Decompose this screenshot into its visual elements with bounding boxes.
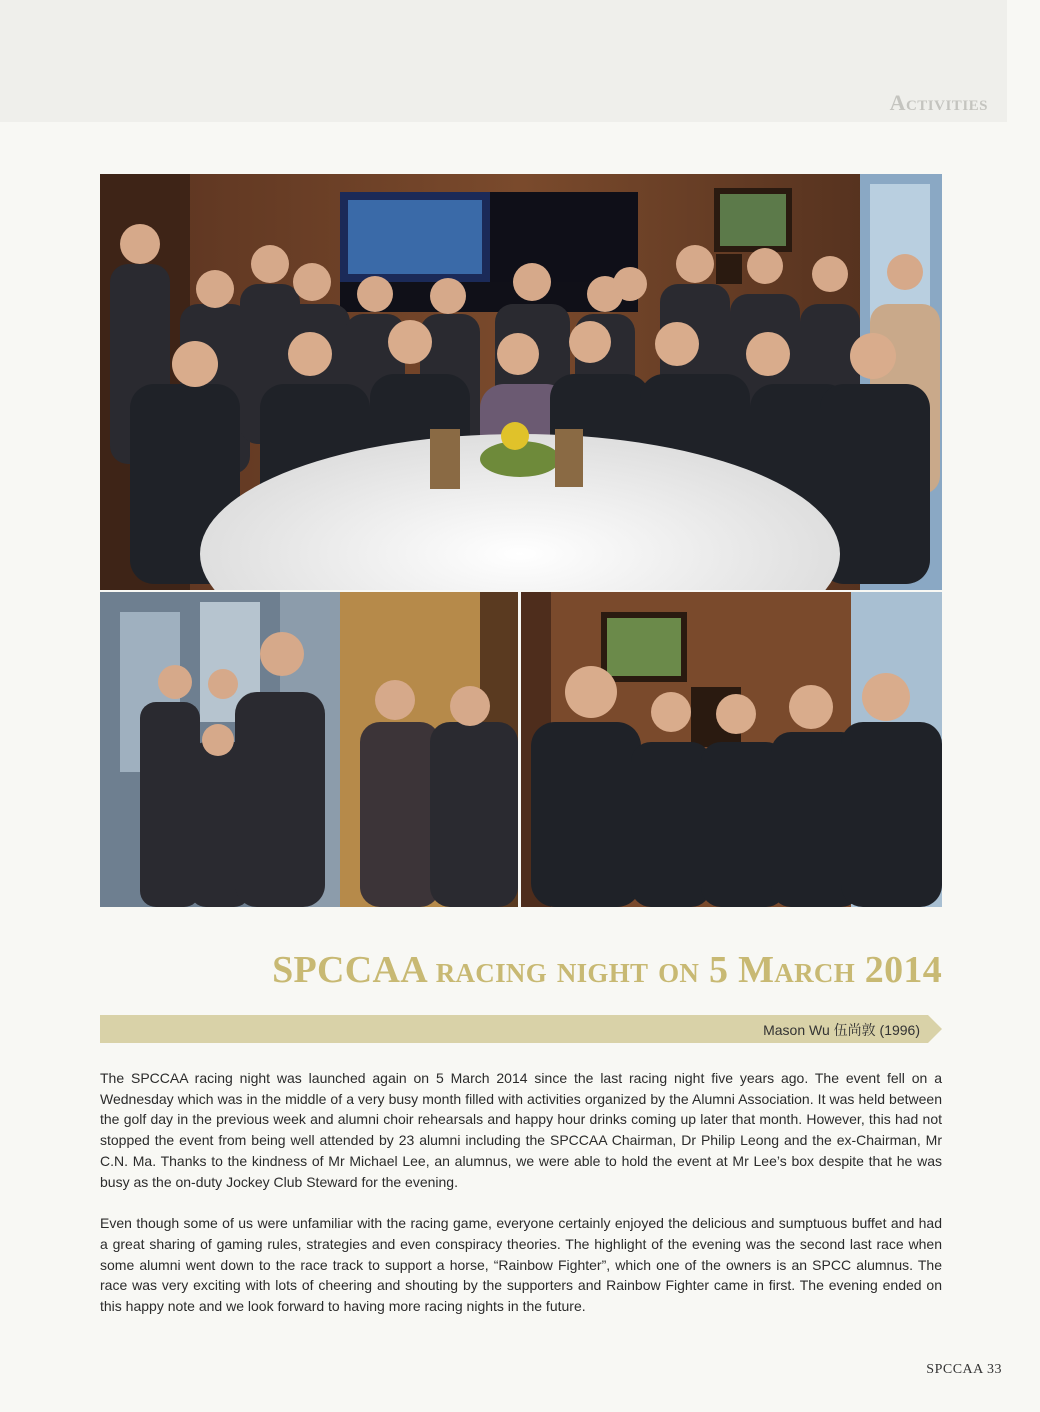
paragraph: Even though some of us were unfamiliar with the racing game, everyone certainly enjoyed the delicious and sumptuous buffet and had a great sharing of gaming rules, strategies and even conspiracy theories. The highlight of the evening was the second last race when some alumni went down to the race track to support a horse, “Rainbow Fighter”, which one of the owners is an SPCC alumnus. The race was very exciting with lots of cheering and shouting by the supporters and Rainbow Fighter came in first. The evening ended on this happy note and we look forward to having more racing nights in the future. [100,1215,942,1315]
group-photo-balcony [100,592,518,907]
page-number: 33 [987,1362,1002,1377]
header-band [0,0,1007,122]
group-photo-dinner-table [100,174,942,590]
paragraph: The SPCCAA racing night was launched again on 5 March 2014 since the last racing night five years ago. The event fell on a Wednesday which was in the middle of a very busy month filled with activities organized by the Alumni Association. It was held between the golf day in the previous week and alumni choir rehearsals and happy hour drinks coming up later that month. However, this had not stopped the event from being well attended by 23 alumni including the SPCCAA Chairman, Dr Philip Leong and the ex-Chairman, Mr C.N. Ma. Thanks to the kindness of Mr Michael Lee, an alumnus, we were able to hold the event at Mr Lee’s box despite that he was busy as the on-duty Jockey Club Steward for the evening. [100,1070,942,1190]
section-label: Activities [889,90,988,115]
publication-name: SPCCAA [926,1362,983,1377]
author-byline: Mason Wu 伍尚敦 (1996) [763,1022,920,1038]
page-footer [926,1362,1002,1378]
group-photo-box [521,592,942,907]
article-title: SPCCAA racing night on 5 March 2014 [272,949,942,991]
byline-bar [100,1015,942,1043]
article-body [100,1068,942,1338]
